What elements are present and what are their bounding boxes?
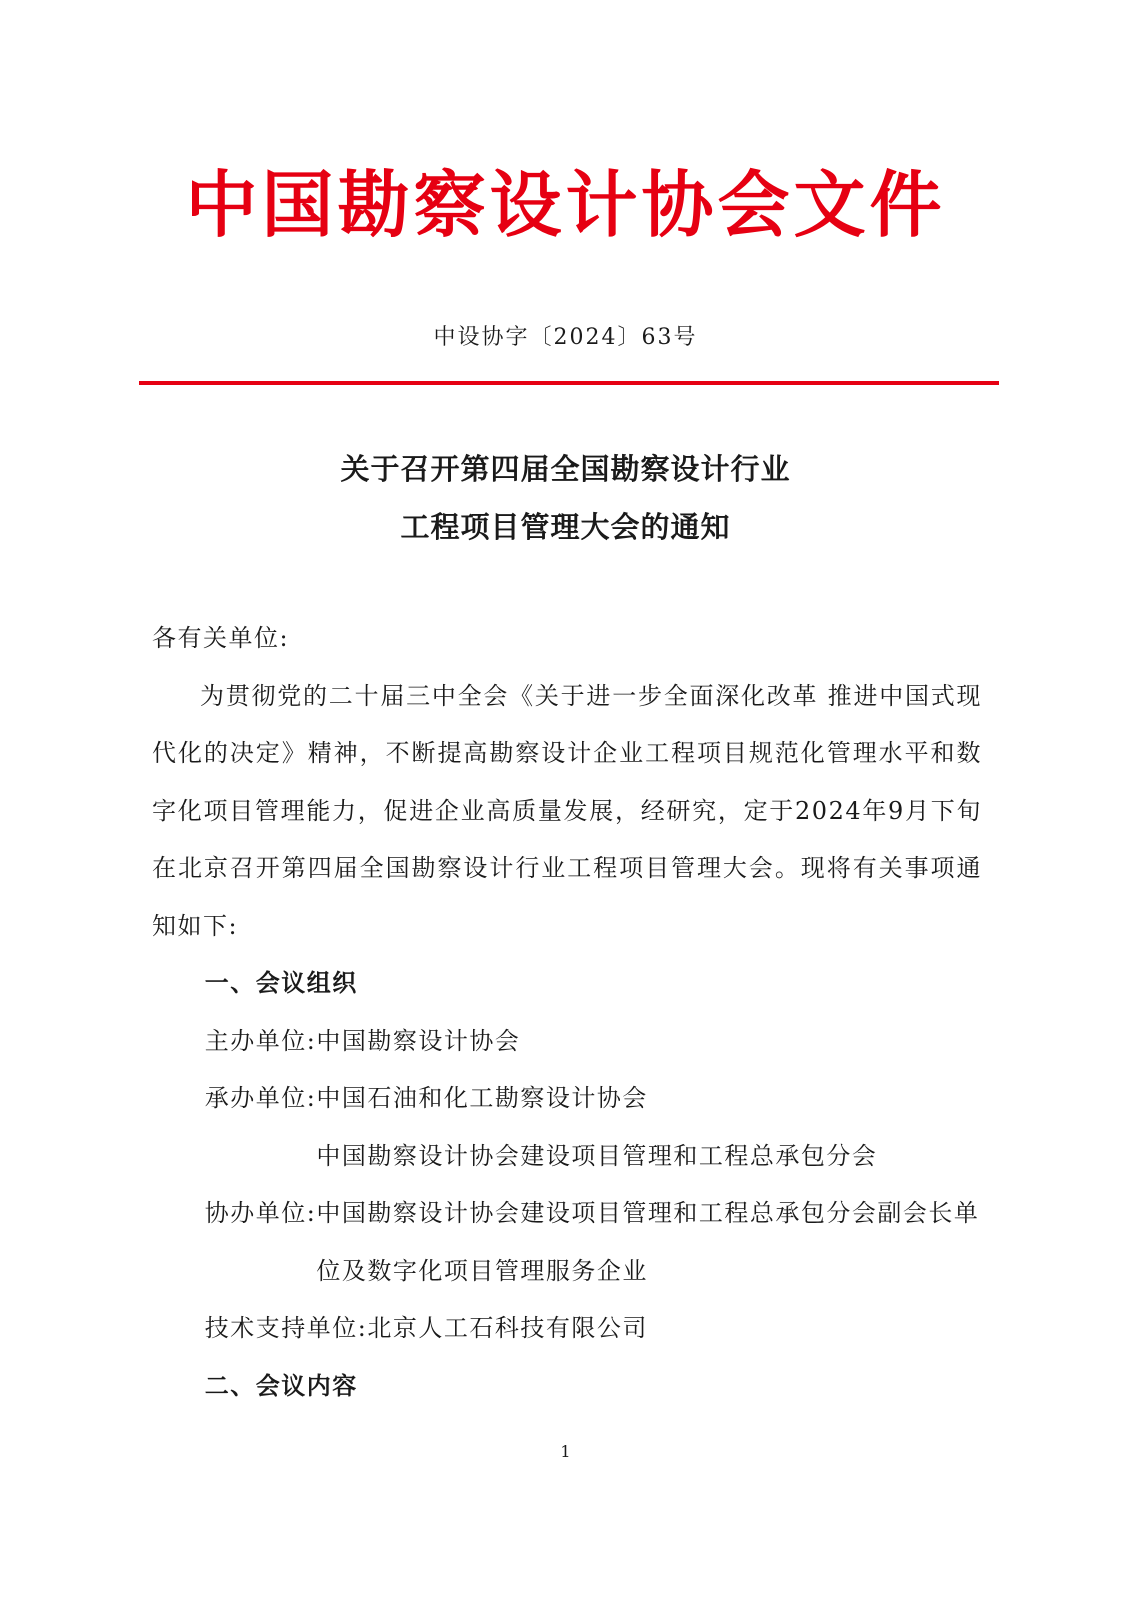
organizer-label: 主办单位: [204,1026,317,1055]
organizer-row-host [152,1013,982,1071]
organizer-value: 北京人工石科技有限公司 [367,1314,648,1342]
organizer-values [316,1070,982,1185]
organizer-row-co-organizer [152,1185,982,1300]
organizer-value: 中国勘察设计协会建设项目管理和工程总承包分会副会长单位及数字化项目管理服务企业 [316,1199,980,1285]
organizer-values [367,1300,982,1358]
intro-paragraph: 为贯彻党的二十届三中全会《关于进一步全面深化改革 推进中国式现代化的决定》精神，不断提高勘察设计企业工程项目规范化管理水平和数字化项目管理能力，促进企业高质量发展，经研究，定于2024年9月下旬在北京召开第四届全国勘察设计行业工程项目管理大会。现将有关事项通知如下: [152,681,982,940]
red-divider-line [139,381,999,385]
document-number: 中设协字〔2024〕63号 [433,325,698,350]
organizer-values [316,1185,982,1300]
organizer-values [316,1013,982,1071]
organizer-label: 技术支持单位: [204,1314,368,1342]
organizer-row-tech-support [152,1300,982,1358]
notice-title [0,440,1131,556]
organizer-label: 协办单位: [204,1199,317,1227]
notice-title-line-2: 工程项目管理大会的通知 [400,510,731,544]
organizer-value: 中国石油和化工勘察设计协会 [316,1084,648,1112]
notice-title-line-1: 关于召开第四届全国勘察设计行业 [340,452,791,486]
organizer-label: 承办单位: [204,1084,317,1112]
masthead-title: 中国勘察设计协会文件 [185,163,946,247]
notice-body [152,610,982,1415]
organizer-value: 中国勘察设计协会建设项目管理和工程总承包分会 [316,1141,878,1170]
section-heading-content: 二、会议内容 [204,1371,358,1400]
section-heading-organization: 一、会议组织 [204,969,358,997]
salutation: 各有关单位: [152,624,290,652]
organizer-row-undertaker [152,1070,982,1185]
page-number: 1 [560,1442,571,1461]
organizer-value: 中国勘察设计协会 [316,1026,521,1055]
